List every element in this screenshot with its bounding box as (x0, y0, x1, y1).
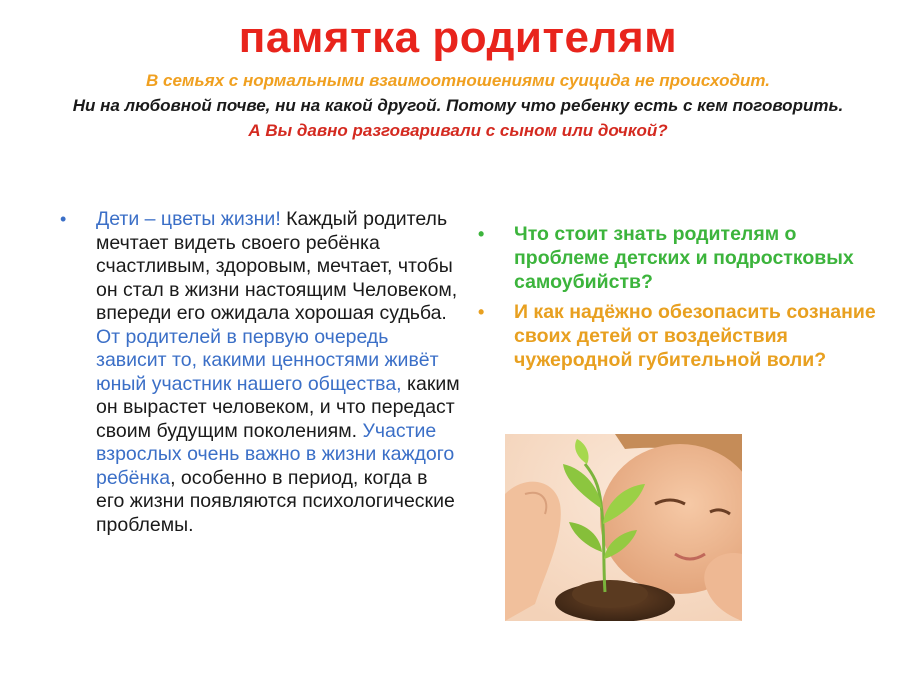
photo-illustration-icon (505, 434, 742, 621)
text-segment: От родителей в первую очередь зависит то, какими ценностями живёт юный участник нашего общества, (96, 325, 439, 395)
text-segment: Дети – цветы жизни! (96, 208, 281, 230)
list-item (478, 222, 878, 294)
bullet-icon: • (478, 224, 485, 244)
right-bullet-list (478, 222, 878, 372)
intro-text (40, 68, 876, 143)
question-2: И как надёжно обезопасить сознание своих детей от воздействия чужеродной губительной воли? (514, 301, 876, 371)
bullet-icon: • (60, 209, 67, 229)
left-column (60, 208, 460, 537)
text-segment: Участие взрослых очень важно в жизни каждого ребёнка (96, 419, 455, 489)
right-column (478, 222, 878, 378)
page-title: памятка родителям (238, 13, 678, 62)
text-segment: Каждый родитель мечтает видеть своего ребёнка счастливым, здоровым, мечтает, чтобы он стал в жизни настоящим Человеком, впереди его ожидала хорошая судьба. (96, 208, 458, 324)
bullet-icon: • (478, 302, 485, 322)
text-segment: , особенно в период, когда в его жизни появляются психологические проблемы. (96, 466, 455, 536)
text-segment: каким он вырастет человеком, и что передаст своим будущим поколениям. (96, 372, 460, 442)
left-bullet-list (60, 208, 460, 537)
question-1: Что стоит знать родителям о проблеме детских и подростковых самоубийств? (514, 223, 854, 293)
intro-line-3: А Вы давно разговаривали с сыном или дочкой? (248, 121, 668, 140)
intro-line-2: Ни на любовной почве, ни на какой другой. Потому что ребенку есть с кем поговорить. (72, 96, 844, 115)
list-item (478, 300, 878, 372)
child-with-sprout-photo (505, 434, 742, 621)
intro-line-1: В семьях с нормальными взаимоотношениями суицида не происходит. (146, 71, 770, 90)
list-item (60, 208, 460, 537)
